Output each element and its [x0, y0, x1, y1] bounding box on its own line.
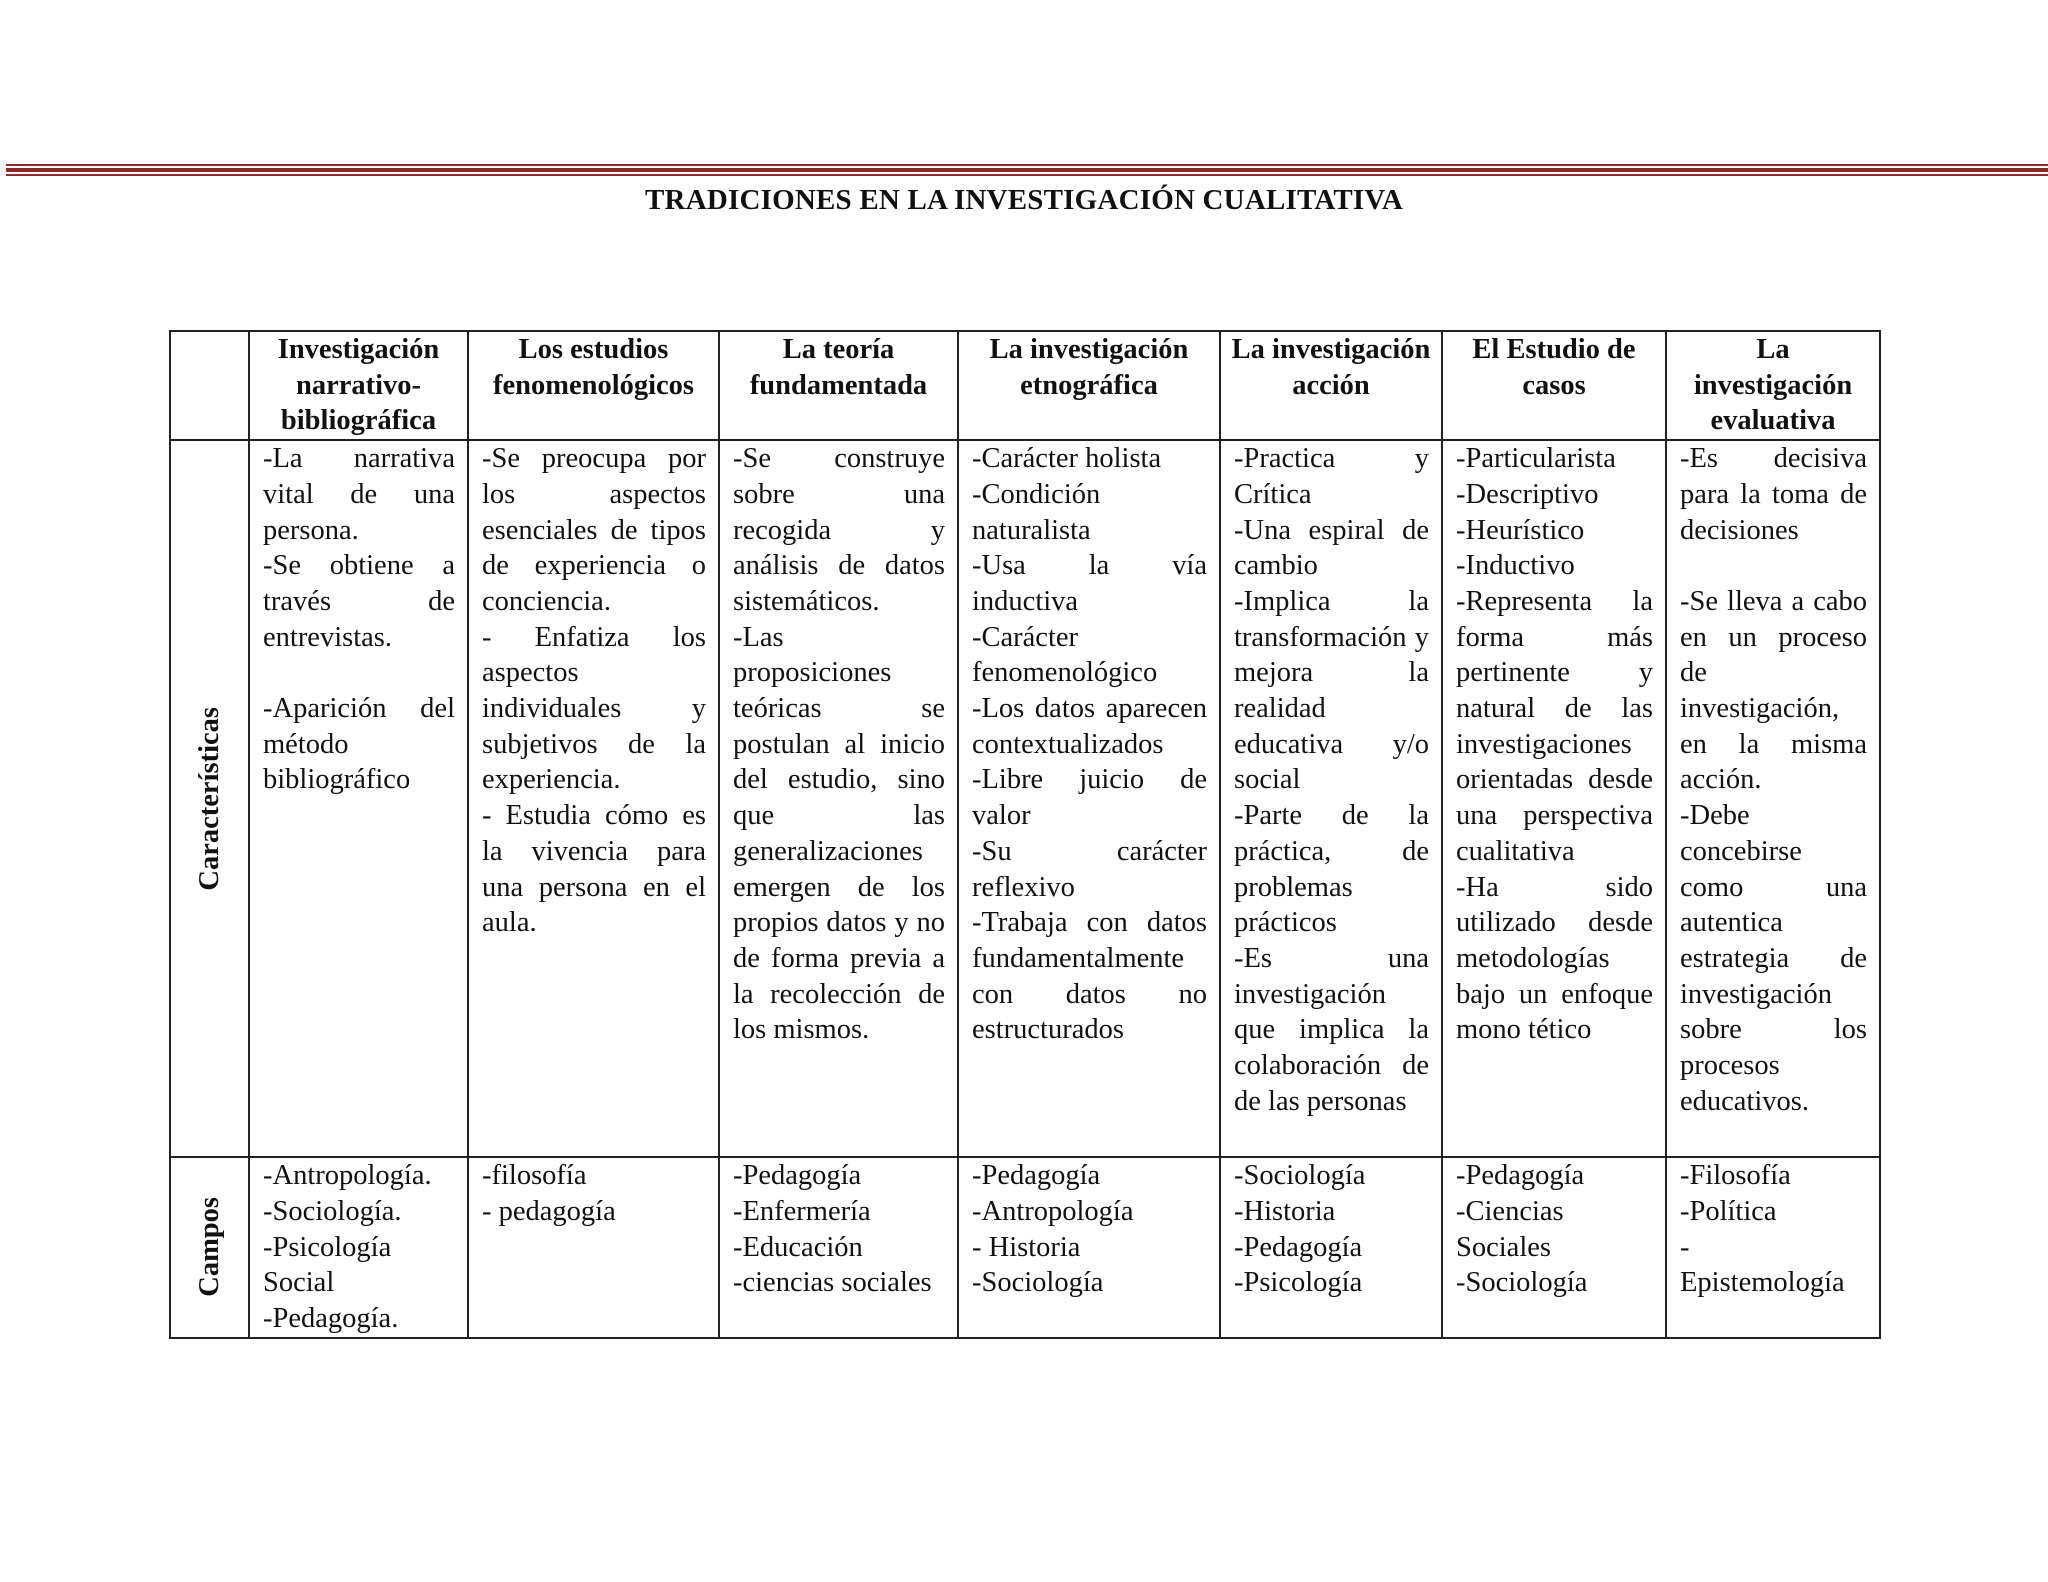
cell-line: -Particularista — [1456, 443, 1616, 475]
cell-line: -Filosofía — [1680, 1160, 1791, 1192]
table-cell — [468, 1157, 719, 1338]
cell-line: -Es decisiva para la toma de decisiones — [1680, 443, 1867, 546]
cell-line: -Inductivo — [1456, 550, 1575, 582]
cell-line: -Sociología. — [263, 1195, 402, 1227]
cell-line: -Descriptivo — [1456, 478, 1599, 510]
cell-line: -Heurístico — [1456, 514, 1585, 546]
cell-line: -Las proposiciones teóricas se postulan al inicio del estudio, sino que las generalizaciones emergen de los propios datos y no de forma previa a la recolección de los mismos. — [733, 621, 945, 1046]
table-cell — [1220, 440, 1442, 1157]
row-label-caracteristicas — [170, 440, 249, 1157]
cell-line: -Pedagogía — [733, 1160, 862, 1192]
cell-line: -Se construye sobre una recogida y análisis de datos sistemáticos. — [733, 443, 945, 617]
cell-line: -Los datos aparecen contextualizados — [972, 693, 1207, 760]
table-cell — [468, 440, 719, 1157]
column-header: La teoría fundamentada — [719, 331, 958, 440]
cell-spacer — [1680, 548, 1867, 584]
column-header: La investigación etnográfica — [958, 331, 1220, 440]
cell-line: -Representa la forma más pertinente y natural de las investigaciones orientadas desde una perspectiva cualitativa — [1456, 585, 1653, 867]
cell-line: - Estudia cómo es la vivencia para una persona en el aula. — [482, 800, 706, 939]
cell-line: -Implica la transformación y mejora la realidad educativa y/o social — [1234, 585, 1429, 796]
cell-line: - pedagogía — [482, 1195, 616, 1227]
column-header: La investigación acción — [1220, 331, 1442, 440]
table-cell — [719, 1157, 958, 1338]
cell-line: -Se obtiene a través de entrevistas. — [263, 550, 455, 653]
cell-line: -Pedagogía — [972, 1160, 1101, 1192]
table-cell — [249, 1157, 468, 1338]
cell-line: -Historia — [1234, 1195, 1336, 1227]
table-cell — [1442, 1157, 1666, 1338]
cell-line: -Practica y Crítica — [1234, 443, 1429, 510]
cell-line: -Trabaja con datos fundamentalmente con datos no estructurados — [972, 907, 1207, 1046]
cell-line: -ciencias sociales — [733, 1267, 932, 1299]
cell-line: -Antropología. — [263, 1160, 432, 1192]
column-header: El Estudio de casos — [1442, 331, 1666, 440]
cell-line: - Historia — [972, 1231, 1081, 1263]
cell-line: Epistemología — [1680, 1267, 1845, 1299]
cell-spacer — [263, 655, 455, 691]
cell-line: -Sociología — [972, 1267, 1104, 1299]
table-cell — [249, 440, 468, 1157]
cell-line: - Enfatiza los aspectos individuales y subjetivos de la experiencia. — [482, 621, 706, 796]
table-cell — [1442, 440, 1666, 1157]
table-cell — [958, 440, 1220, 1157]
cell-line: -Una espiral de cambio — [1234, 514, 1429, 582]
header-rule-bottom — [6, 174, 2048, 176]
cell-line: -Psicología Social — [263, 1231, 392, 1299]
cell-line: -Carácter fenomenológico — [972, 621, 1158, 689]
column-header: La investigación evaluativa — [1666, 331, 1880, 440]
cell-line: -Ha sido utilizado desde metodologías bajo un enfoque mono tético — [1456, 871, 1653, 1046]
cell-line: -filosofía — [482, 1160, 587, 1192]
header-rule-top — [6, 164, 2048, 166]
header-row — [170, 331, 1880, 440]
caracteristicas-row — [170, 440, 1880, 1157]
cell-line: -Educación — [733, 1231, 863, 1263]
cell-line: -Condición naturalista — [972, 478, 1101, 546]
campos-row — [170, 1157, 1880, 1338]
cell-line: - — [1680, 1231, 1690, 1263]
cell-line: -Se preocupa por los aspectos esenciales de tipos de experiencia o conciencia. — [482, 443, 706, 617]
cell-line: -Usa la vía inductiva — [972, 550, 1207, 617]
cell-line: -Enfermería — [733, 1195, 871, 1227]
cell-line: -Aparición del método bibliográfico — [263, 693, 455, 796]
table-cell — [958, 1157, 1220, 1338]
cell-line: -Parte de la práctica, de problemas prácticos — [1234, 800, 1429, 939]
cell-line: -Su carácter reflexivo — [972, 835, 1207, 903]
row-label-text: Campos — [193, 1197, 225, 1298]
document-title: TRADICIONES EN LA INVESTIGACIÓN CUALITATIVA — [645, 184, 1403, 216]
cell-line: -La narrativa vital de una persona. — [263, 443, 455, 546]
cell-line: -Sociología — [1456, 1267, 1588, 1299]
table-cell — [1666, 1157, 1880, 1338]
header-rule-middle — [6, 168, 2048, 172]
column-header: Investigación narrativo-bibliográfica — [249, 331, 468, 440]
cell-line: -Libre juicio de valor — [972, 764, 1207, 832]
cell-line: -Pedagogía — [1456, 1160, 1585, 1192]
cell-line: -Carácter holista — [972, 443, 1162, 475]
cell-line: -Pedagogía — [1234, 1231, 1363, 1263]
cell-line: -Es una investigación que implica la colaboración de de las personas — [1234, 942, 1429, 1117]
cell-line: -Psicología — [1234, 1267, 1363, 1299]
cell-line: -Debe concebirse como una autentica estrategia de investigación sobre los procesos educativos. — [1680, 800, 1867, 1117]
cell-line: -Pedagogía. — [263, 1302, 399, 1334]
table-cell — [1666, 440, 1880, 1157]
cell-line: -Antropología — [972, 1195, 1134, 1227]
table-cell — [1220, 1157, 1442, 1338]
cell-line: -Ciencias Sociales — [1456, 1195, 1564, 1263]
corner-cell — [170, 331, 249, 440]
row-label-text: Características — [193, 706, 225, 891]
cell-line: -Se lleva a cabo en un proceso de investigación, en la misma acción. — [1680, 585, 1867, 796]
cell-line: -Política — [1680, 1195, 1777, 1227]
traditions-table — [169, 330, 1881, 1339]
column-header: Los estudios fenomenológicos — [468, 331, 719, 440]
row-label-campos — [170, 1157, 249, 1338]
table-cell — [719, 440, 958, 1157]
cell-line: -Sociología — [1234, 1160, 1366, 1192]
